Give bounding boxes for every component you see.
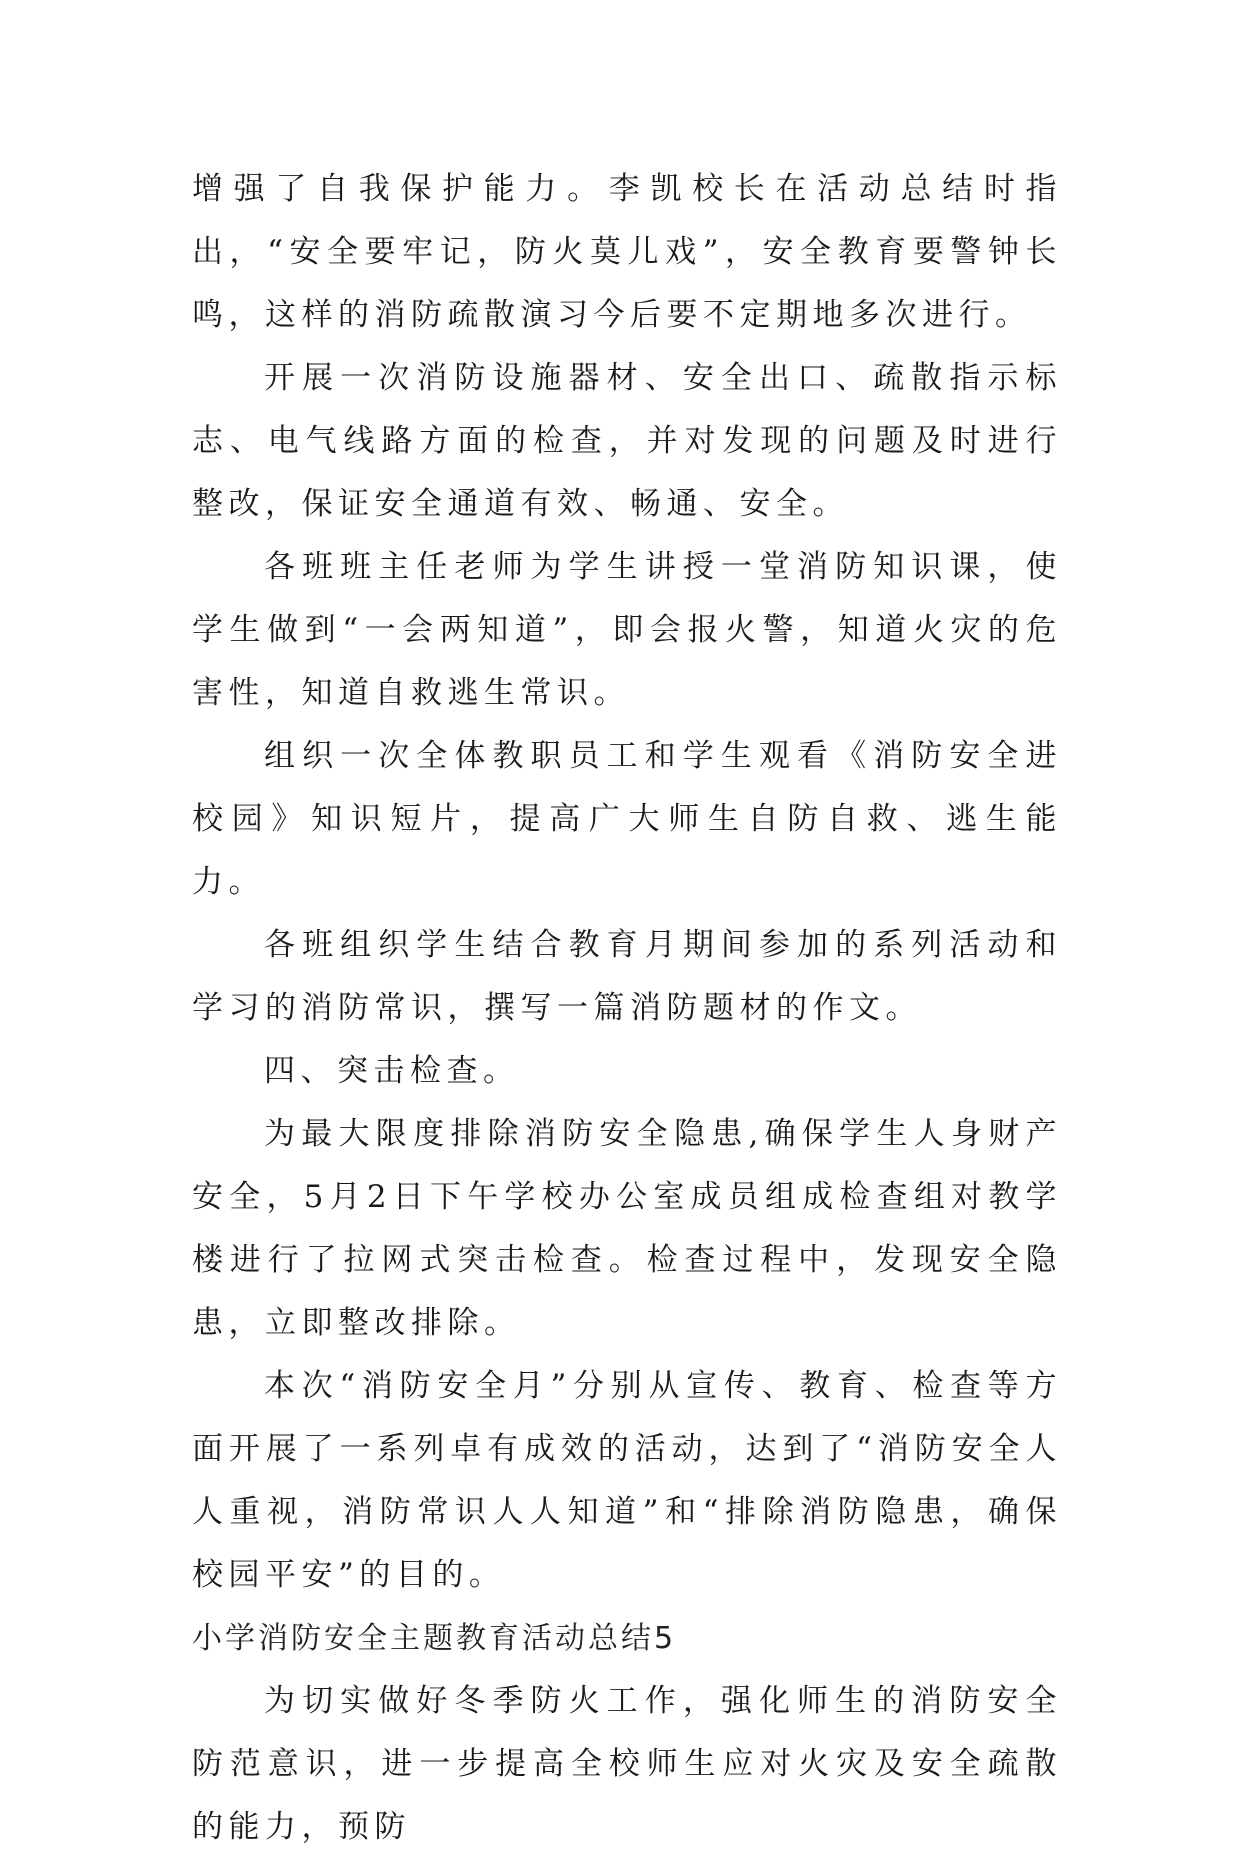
paragraph-1: 增强了自我保护能力。李凯校长在活动总结时指出，“安全要牢记，防火莫儿戏”，安全教育要警钟长鸣，这样的消防疏散演习今后要不定期地多次进行。	[192, 171, 1062, 333]
section-heading: 小学消防安全主题教育活动总结5	[192, 1621, 677, 1656]
paragraph-7: 为最大限度排除消防安全隐患,确保学生人身财产安全，5月2日下午学校办公室成员组成检查组对教学楼进行了拉网式突击检查。检查过程中，发现安全隐患，立即整改排除。	[192, 1116, 1062, 1341]
paragraph-5: 各班组织学生结合教育月期间参加的系列活动和学习的消防常识，撰写一篇消防题材的作文。	[192, 927, 1062, 1026]
final-paragraph: 为切实做好冬季防火工作，强化师生的消防安全防范意识，进一步提高全校师生应对火灾及安全疏散的能力，预防	[192, 1683, 1062, 1845]
paragraph-6-subheading: 四、突击检查。	[264, 1053, 520, 1089]
paragraph-3: 各班班主任老师为学生讲授一堂消防知识课，使学生做到“一会两知道”，即会报火警，知道火灾的危害性，知道自救逃生常识。	[192, 549, 1062, 711]
document-body	[192, 158, 1062, 1859]
paragraph-8: 本次“消防安全月”分别从宣传、教育、检查等方面开展了一系列卓有成效的活动，达到了“消防安全人人重视，消防常识人人知道”和“排除消防隐患，确保校园平安”的目的。	[192, 1368, 1062, 1593]
paragraph-2: 开展一次消防设施器材、安全出口、疏散指示标志、电气线路方面的检查，并对发现的问题及时进行整改，保证安全通道有效、畅通、安全。	[192, 360, 1062, 522]
paragraph-4: 组织一次全体教职员工和学生观看《消防安全进校园》知识短片，提高广大师生自防自救、逃生能力。	[192, 738, 1062, 900]
